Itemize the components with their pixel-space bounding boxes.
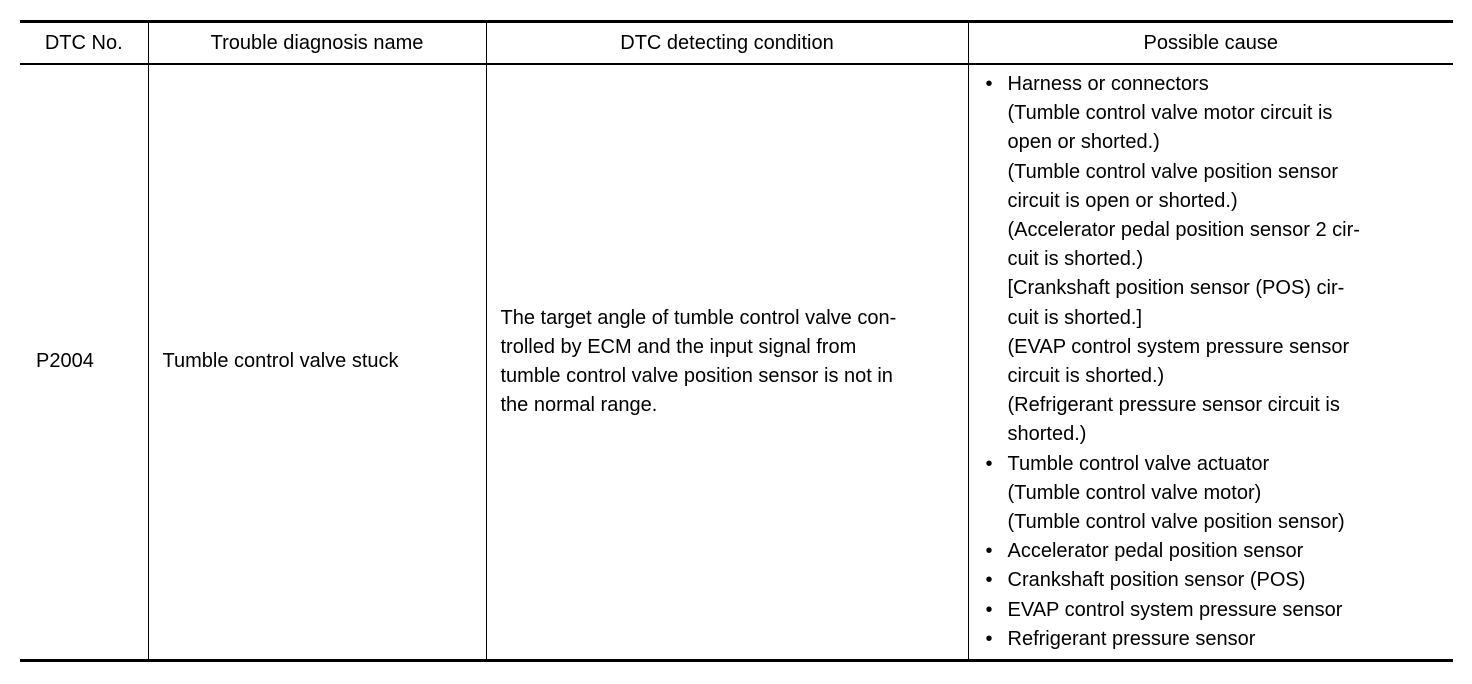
header-row bbox=[20, 22, 1453, 65]
dtc-number-cell: P2004 bbox=[36, 350, 94, 373]
cause-line: Tumble control valve actuator bbox=[1007, 452, 1270, 475]
bullet: • bbox=[985, 73, 993, 95]
cause-line: (Tumble control valve position sensor bbox=[1007, 160, 1339, 183]
diagnosis-name-cell: Tumble control valve stuck bbox=[148, 64, 486, 661]
bullet: • bbox=[985, 569, 993, 592]
header-detecting-condition: DTC detecting condition bbox=[486, 22, 968, 65]
cause-line: (Refrigerant pressure sensor circuit is bbox=[1007, 394, 1340, 417]
cause-line: shorted.) bbox=[1007, 423, 1087, 446]
cause-line: [Crankshaft position sensor (POS) cir- bbox=[1007, 277, 1345, 300]
possible-cause-cell bbox=[968, 64, 1453, 661]
cause-list bbox=[983, 70, 1454, 654]
cause-line: (Tumble control valve position sensor) bbox=[1007, 511, 1345, 534]
cause-item-crankshaft-sensor bbox=[983, 566, 1454, 595]
cause-line: (EVAP control system pressure sensor bbox=[1007, 335, 1350, 358]
cause-item-evap-sensor bbox=[983, 596, 1454, 625]
header-diagnosis-name: Trouble diagnosis name bbox=[148, 22, 486, 65]
cause-line: EVAP control system pressure sensor bbox=[1007, 598, 1343, 621]
bullet: • bbox=[985, 627, 993, 650]
cause-item-harness bbox=[983, 70, 1454, 450]
condition-line: The target angle of tumble control valve con- bbox=[500, 306, 897, 329]
table-header bbox=[20, 22, 1453, 65]
table-body bbox=[20, 64, 1453, 661]
cause-item-accelerator-sensor bbox=[983, 537, 1454, 566]
cause-line: cuit is shorted.) bbox=[1007, 248, 1144, 271]
cause-line: Harness or connectors bbox=[1007, 73, 1209, 95]
condition-line: trolled by ECM and the input signal from bbox=[500, 335, 857, 358]
header-possible-cause: Possible cause bbox=[968, 22, 1453, 65]
detecting-condition-cell bbox=[486, 64, 968, 661]
cause-line: circuit is shorted.) bbox=[1007, 365, 1165, 388]
header-dtc-no: DTC No. bbox=[44, 32, 123, 54]
bullet: • bbox=[985, 452, 993, 475]
cause-line: (Accelerator pedal position sensor 2 cir- bbox=[1007, 219, 1360, 242]
condition-line: tumble control valve position sensor is not in bbox=[500, 365, 893, 388]
condition-line: the normal range. bbox=[500, 394, 658, 417]
bullet: • bbox=[985, 540, 993, 563]
cause-line: (Tumble control valve motor) bbox=[1007, 481, 1262, 504]
bullet: • bbox=[985, 598, 993, 621]
cause-line: cuit is shorted.] bbox=[1007, 306, 1143, 329]
cause-line: Refrigerant pressure sensor bbox=[1007, 627, 1256, 650]
cause-item-actuator bbox=[983, 450, 1454, 538]
table-row bbox=[20, 64, 1453, 661]
cause-item-refrigerant-sensor bbox=[983, 625, 1454, 654]
cause-line: (Tumble control valve motor circuit is bbox=[1007, 102, 1333, 125]
cause-line: circuit is open or shorted.) bbox=[1007, 189, 1238, 212]
cause-line: Crankshaft position sensor (POS) bbox=[1007, 569, 1306, 592]
dtc-table bbox=[20, 20, 1453, 662]
cause-line: Accelerator pedal position sensor bbox=[1007, 540, 1304, 563]
cause-line: open or shorted.) bbox=[1007, 131, 1160, 154]
